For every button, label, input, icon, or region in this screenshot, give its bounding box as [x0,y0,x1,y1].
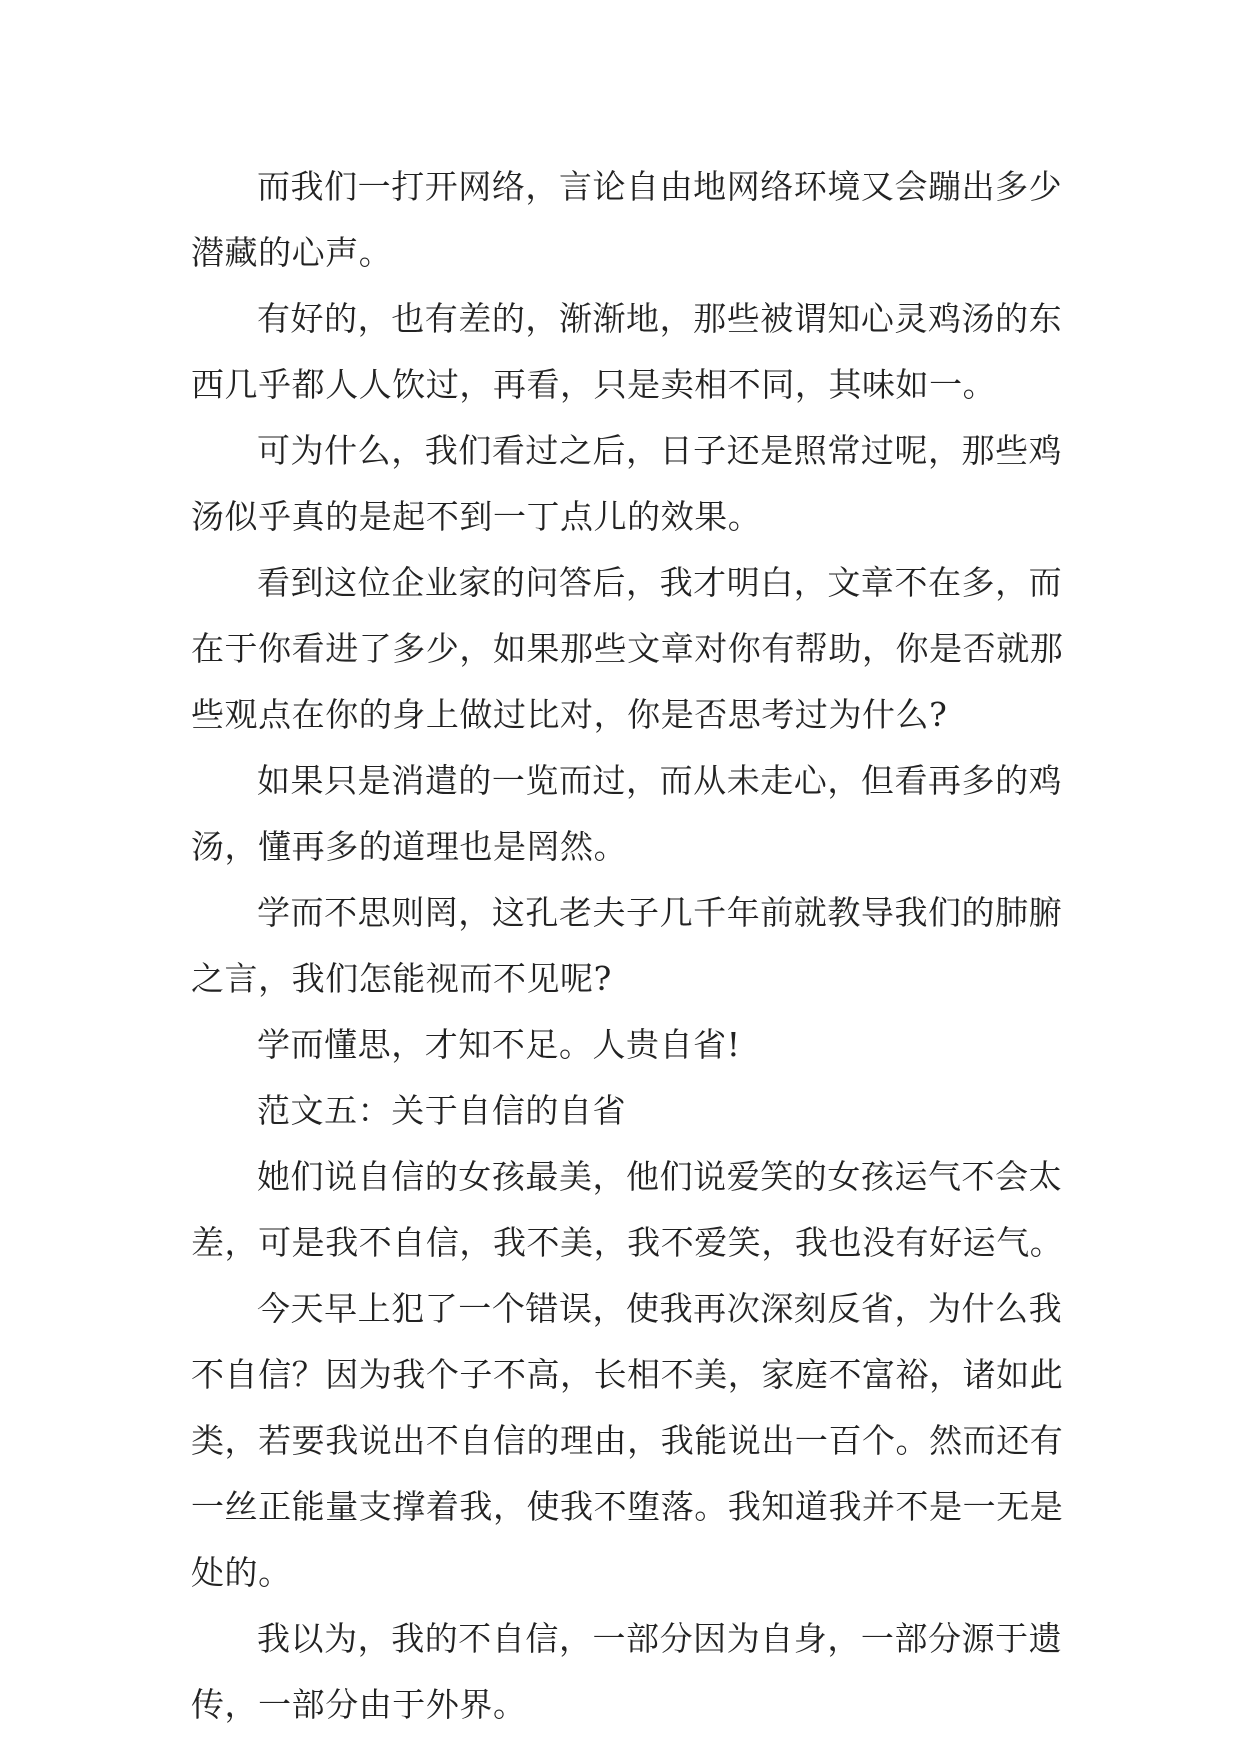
paragraph-9: 今天早上犯了一个错误，使我再次深刻反省，为什么我不自信？因为我个子不高，长相不美，家庭不富裕，诸如此类，若要我说出不自信的理由，我能说出一百个。然而还有一丝正能量支撑着我，使我不堕落。我知道我并不是一无是处的。 [191,1289,1064,1592]
paragraph-4: 看到这位企业家的问答后，我才明白，文章不在多，而在于你看进了多少，如果那些文章对你有帮助，你是否就那些观点在你的身上做过比对，你是否思考过为什么? [191,563,1064,734]
paragraph-1: 而我们一打开网络，言论自由地网络环境又会蹦出多少潜藏的心声。 [191,167,1063,272]
paragraph-6: 学而不思则罔，这孔老夫子几千年前就教导我们的肺腑之言，我们怎能视而不见呢? [191,893,1063,998]
body-text [191,154,1091,1738]
paragraph-10: 我以为，我的不自信，一部分因为自身，一部分源于遗传，一部分由于外界。 [191,1619,1063,1724]
paragraph-5: 如果只是消遣的一览而过，而从未走心，但看再多的鸡汤，懂再多的道理也是罔然。 [191,761,1063,866]
paragraph-8: 她们说自信的女孩最美，他们说爱笑的女孩运气不会太差，可是我不自信，我不美，我不爱笑，我也没有好运气。 [191,1157,1064,1262]
paragraph-3: 可为什么，我们看过之后，日子还是照常过呢，那些鸡汤似乎真的是起不到一丁点儿的效果。 [191,431,1063,536]
paragraph-7: 学而懂思，才知不足。人贵自省! [257,1025,741,1064]
section-heading: 范文五：关于自信的自省 [257,1091,627,1130]
paragraph-2: 有好的，也有差的，渐渐地，那些被谓知心灵鸡汤的东西几乎都人人饮过，再看，只是卖相不同，其味如一。 [191,299,1063,404]
